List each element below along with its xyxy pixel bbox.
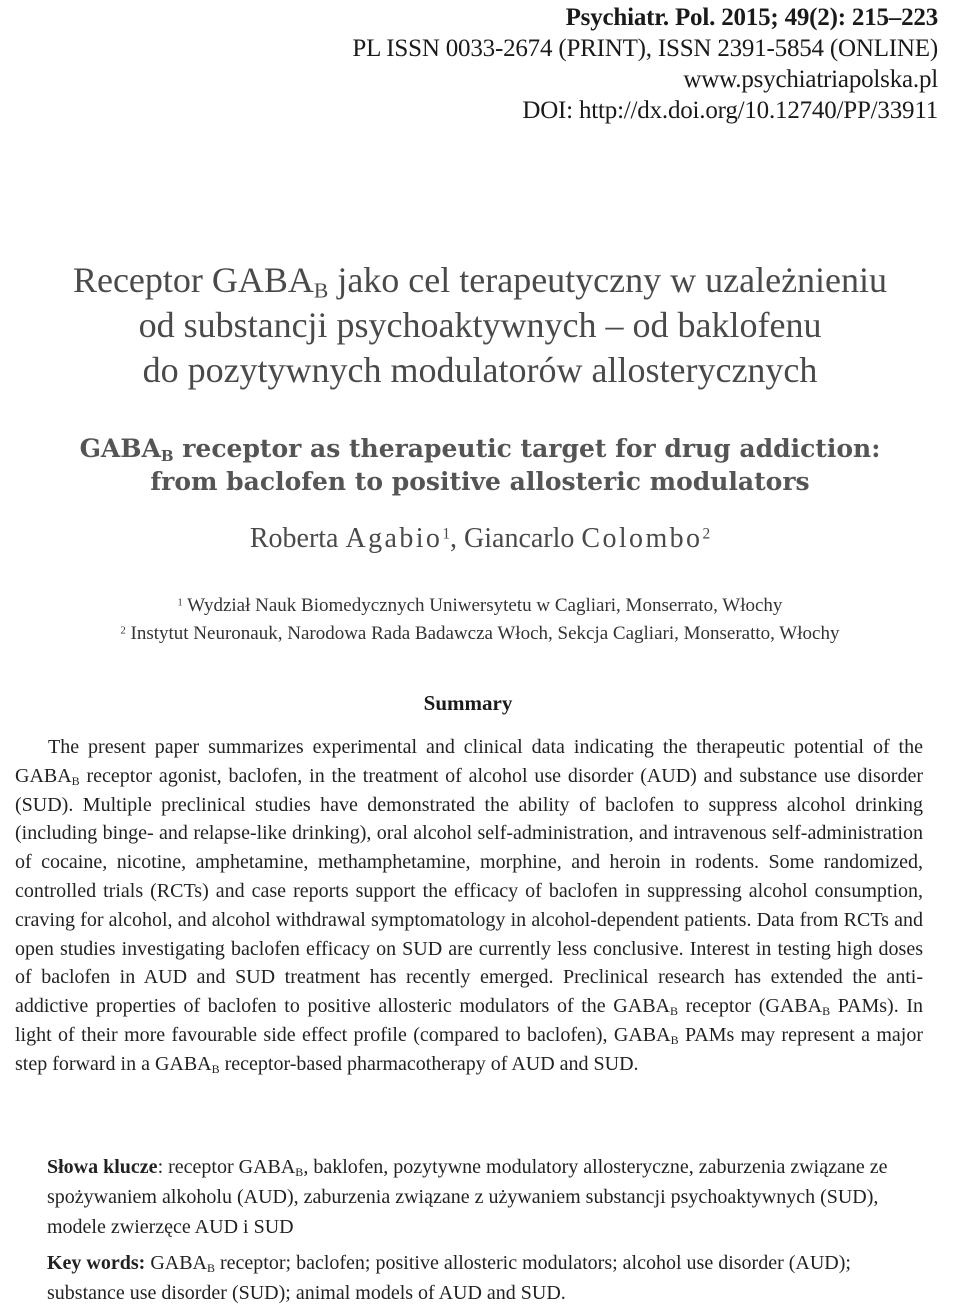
abstract-subscript: B: [71, 773, 80, 788]
affiliation-text: Instytut Neuronauk, Narodowa Rada Badawcza Włoch, Sekcja Cagliari, Monseratto, Włochy: [125, 623, 840, 644]
pl-title-line: od substancji psychoaktywnych – od baklofenu: [138, 305, 822, 345]
en-title-subscript: B: [160, 446, 174, 465]
affiliation: [0, 622, 960, 646]
keywords-text: receptor; baclofen; positive allosteric modulators; alcohol use disorder (AUD); substance use disorder (SUD); animal models of AUD and SUD.: [47, 1252, 851, 1304]
abstract-text: receptor (GABA: [678, 995, 823, 1018]
affiliation: [0, 594, 960, 618]
en-title-part: receptor as therapeutic target for drug addiction:: [173, 434, 881, 463]
author-affiliation-mark: 2: [702, 525, 711, 543]
abstract-text: PAMs may represent a major step forward in a GABA: [15, 1023, 923, 1075]
keywords-english: [47, 1248, 923, 1308]
keywords-label: Słowa klucze: [47, 1156, 158, 1178]
pl-title-subscript: B: [313, 278, 329, 303]
keywords-label: Key words:: [47, 1252, 146, 1274]
author-first-name: Giancarlo: [464, 523, 582, 554]
polish-title: [0, 258, 960, 393]
pl-title-part: jako cel terapeutyczny w uzależnieniu: [328, 260, 888, 300]
author-list: [0, 522, 960, 556]
author-first-name: Roberta: [249, 523, 346, 554]
summary-heading: Summary: [423, 691, 513, 715]
keywords-text: : receptor GABA: [157, 1156, 296, 1178]
author-last-name: Agabio: [345, 523, 443, 554]
abstract-text: PAMs). In light of their more favourable side effect profile (compared to baclofen), GABA: [15, 995, 923, 1046]
issn-line: PL ISSN 0033-2674 (PRINT), ISSN 2391-5854 (ONLINE): [352, 35, 938, 62]
abstract-subscript: B: [669, 1004, 678, 1019]
pl-title-line: do pozytywnych modulatorów allosterycznych: [142, 350, 818, 390]
affiliation-text: Wydział Nauk Biomedycznych Uniwersytetu w Cagliari, Monserrato, Włochy: [182, 595, 783, 616]
keywords-text: , baklofen, pozytywne modulatory allosteryczne, zaburzenia związane ze spożywaniem alkoholu (AUD), zaburzenia związane z używaniem substancji psychoaktywnych (SUD), modele zwierzęce AUD i SUD: [47, 1156, 888, 1238]
abstract-paragraph: [15, 733, 923, 1079]
affiliation-mark: 2: [120, 625, 126, 637]
affiliation-mark: 1: [177, 597, 183, 609]
doi-line[interactable]: DOI: http://dx.doi.org/10.12740/PP/33911: [522, 97, 938, 124]
abstract-subscript: B: [822, 1004, 831, 1019]
author-separator: ,: [450, 523, 465, 554]
journal-header: [352, 2, 938, 126]
abstract-text: The present paper summarizes experimental and clinical data indicating the therapeutic potential of the GABA: [15, 736, 923, 787]
pl-title-part: Receptor GABA: [72, 260, 314, 300]
keywords-subscript: B: [295, 1165, 304, 1179]
author-last-name: Colombo: [581, 523, 703, 554]
en-title-line: from baclofen to positive allosteric modulators: [150, 467, 810, 496]
keywords-polish: [47, 1152, 923, 1242]
keywords-text: GABA: [145, 1252, 207, 1274]
author-affiliation-mark: 1: [442, 525, 451, 543]
abstract-subscript: B: [670, 1032, 679, 1047]
english-title: [0, 432, 960, 498]
en-title-part: GABA: [79, 434, 161, 463]
abstract-text: receptor agonist, baclofen, in the treatment of alcohol use disorder (AUD) and substance use disorder (SUD). Multiple preclinical studies have demonstrated the ability of baclofen to suppress alcohol drinking (including binge- and relapse-like drinking), oral alcohol self-administration, and intravenous self-administration of cocaine, nicotine, amphetamine, methamphetamine, morphine, and heroin in rodents. Some randomized, controlled trials (RCTs) and case reports support the efficacy of baclofen in suppressing alcohol consumption, craving for alcohol, and alcohol withdrawal symptomatology in alcohol-dependent patients. Data from RCTs and open studies investigating baclofen efficacy on SUD are currently less conclusive. Interest in testing high doses of baclofen in AUD and SUD treatment has recently emerged. Preclinical research has extended the anti-addictive properties of baclofen to positive allosteric modulators of the GABA: [15, 764, 923, 1018]
abstract-subscript: B: [211, 1061, 220, 1076]
journal-url[interactable]: www.psychiatriapolska.pl: [683, 66, 938, 93]
keywords-subscript: B: [207, 1261, 216, 1275]
journal-citation: Psychiatr. Pol. 2015; 49(2): 215–223: [565, 4, 938, 31]
abstract-text: receptor-based pharmacotherapy of AUD and SUD.: [219, 1052, 639, 1075]
